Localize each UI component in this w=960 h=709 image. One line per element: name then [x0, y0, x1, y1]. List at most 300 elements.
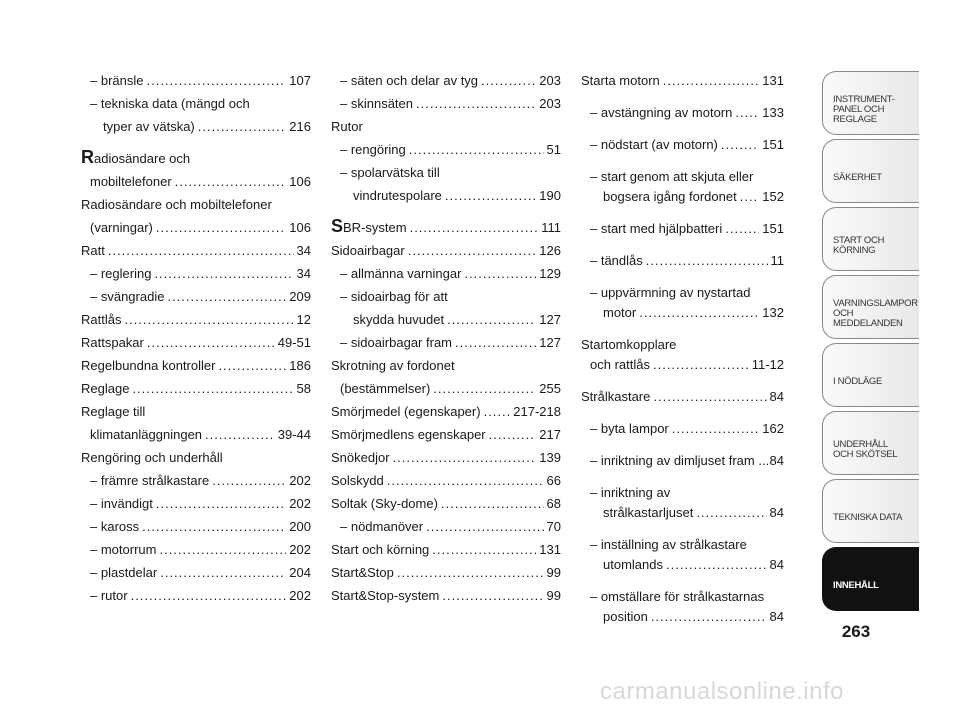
index-entry-text: – inriktning av dimljuset fram ...: [590, 453, 770, 468]
page-ref: 255: [539, 381, 561, 396]
index-entry: [331, 333, 561, 353]
index-entry-label: [331, 356, 455, 376]
index-entry: [331, 117, 561, 137]
leader-dots: [416, 94, 536, 114]
index-entry-text: Smörjmedel (egenskaper): [331, 404, 481, 419]
page-ref: 131: [762, 73, 784, 88]
page-ref: 111: [541, 220, 561, 235]
leader-dots: [445, 186, 536, 206]
page-ref: 204: [289, 565, 311, 580]
index-entry: [581, 167, 784, 187]
page-ref: 49-51: [277, 335, 311, 350]
chapter-tab[interactable]: [822, 343, 919, 407]
page-ref: 99: [546, 588, 561, 603]
index-entry-label: [90, 494, 153, 514]
index-entry-continuation: [581, 607, 784, 627]
index-entry-text: – motorrum: [90, 542, 157, 557]
index-entry: [81, 71, 311, 91]
index-entry: [81, 94, 311, 114]
leader-dots: [484, 402, 511, 422]
page-ref: 202: [289, 496, 311, 511]
index-entry-text: Reglage till: [81, 404, 146, 419]
index-entry: [581, 387, 784, 407]
page-ref: 162: [762, 421, 784, 436]
index-entry-label: [90, 517, 139, 537]
index-entry-text: – nödmanöver: [340, 519, 424, 534]
index-entry-text: bogsera igång fordonet: [603, 189, 737, 204]
index-entry-label: [81, 147, 190, 169]
chapter-tab-label: VARNINGSLAMPOR OCH MEDDELANDEN: [833, 298, 918, 329]
index-entry-label: [331, 563, 394, 583]
index-entry-text: Skrotning av fordonet: [331, 358, 455, 373]
section-letter: R: [81, 147, 94, 167]
index-entry-label: [590, 419, 669, 439]
index-entry-continuation: [81, 172, 311, 192]
leader-dots: [639, 303, 759, 323]
leader-dots: [124, 310, 293, 330]
page-ref: 152: [762, 189, 784, 204]
leader-dots: [132, 379, 293, 399]
page-ref: 66: [546, 473, 561, 488]
page-ref: 186: [289, 358, 311, 373]
index-entry-label: [331, 402, 481, 422]
page-ref: 217-218: [513, 404, 561, 419]
index-entry-text: Rattspakar: [81, 335, 144, 350]
index-entry-label: [81, 448, 223, 468]
index-entry-text: – inriktning av: [590, 485, 671, 500]
index-entry-text: – sidoairbag för att: [340, 289, 448, 304]
index-entry: [81, 402, 311, 422]
index-entry-text: Snökedjor: [331, 450, 390, 465]
chapter-tab[interactable]: [822, 275, 919, 339]
index-entry: [581, 219, 784, 239]
index-entry: [581, 71, 784, 91]
page-ref: 11: [770, 253, 784, 268]
index-entry-text: och rattlås: [590, 357, 650, 372]
index-entry-text: – bränsle: [90, 73, 144, 88]
leader-dots: [666, 555, 767, 575]
index-entry-label: [90, 287, 164, 307]
index-entry-label: [590, 103, 732, 123]
index-entry-label: [331, 586, 439, 606]
page-ref: 139: [539, 450, 561, 465]
index-entry: [81, 264, 311, 284]
leader-dots: [663, 71, 760, 91]
index-entry-continuation: [581, 187, 784, 207]
index-entry: [81, 241, 311, 261]
index-entry-text: – inställning av strålkastare: [590, 537, 747, 552]
index-entry-text: – avstängning av motorn: [590, 105, 733, 120]
index-entry-text: (varningar): [90, 220, 153, 235]
page-ref: 84: [769, 557, 784, 572]
index-entry-label: [340, 94, 413, 114]
index-entry-continuation: [581, 303, 784, 323]
page-ref: 34: [296, 243, 311, 258]
page-ref: 203: [539, 73, 561, 88]
index-entry-label: [581, 335, 676, 355]
index-entry-text: Starta motorn: [581, 73, 660, 88]
page-ref: 202: [289, 473, 311, 488]
index-entry-text: skydda huvudet: [353, 312, 445, 327]
index-entry: [81, 310, 311, 330]
index-entry-text: – tändlås: [590, 253, 643, 268]
index-entry-label: [81, 402, 145, 422]
index-entry-label: [590, 451, 769, 471]
page-ref: 209: [289, 289, 311, 304]
chapter-tab-label: START OCH KÖRNING: [833, 235, 885, 256]
index-entry-text: strålkastarljuset: [603, 505, 694, 520]
index-entry-continuation: [581, 555, 784, 575]
page-ref: 151: [762, 221, 784, 236]
chapter-tab-label: INSTRUMENT- PANEL OCH REGLAGE: [833, 94, 895, 125]
leader-dots: [481, 71, 536, 91]
chapter-tab[interactable]: [822, 139, 919, 203]
index-entry-text: typer av vätska): [103, 119, 195, 134]
page-ref: 84: [769, 505, 784, 520]
leader-dots: [175, 172, 287, 192]
index-entry: [81, 540, 311, 560]
leader-dots: [131, 586, 287, 606]
index-entry-text: Reglage: [81, 381, 130, 396]
leader-dots: [218, 356, 286, 376]
index-entry: [331, 586, 561, 606]
index-entry-continuation: [581, 503, 784, 523]
index-entry: [81, 379, 311, 399]
index-entry: [581, 483, 784, 503]
index-entry-continuation: [331, 310, 561, 330]
page-ref: 12: [296, 312, 311, 327]
page-ref: 84: [769, 453, 784, 468]
index-entry: [581, 283, 784, 303]
index-entry-label: [90, 264, 151, 284]
index-entry: [331, 402, 561, 422]
index-entry-label: [340, 140, 406, 160]
index-entry-label: [590, 535, 747, 555]
leader-dots: [442, 586, 543, 606]
index-entry-text: – nödstart (av motorn): [590, 137, 718, 152]
index-entry-text: – skinnsäten: [340, 96, 413, 111]
index-entry-text: position: [603, 609, 648, 624]
index-entry-label: [590, 587, 764, 607]
index-entry-label: [331, 448, 390, 468]
index-entry-label: [81, 379, 129, 399]
index-entry: [331, 163, 561, 183]
index-entry-label: [81, 333, 144, 353]
index-entry: [81, 586, 311, 606]
index-entry: [331, 448, 561, 468]
leader-dots: [740, 187, 760, 207]
leader-dots: [156, 494, 286, 514]
page-ref: 151: [762, 137, 784, 152]
index-entry-text: Soltak (Sky-dome): [331, 496, 438, 511]
chapter-tab[interactable]: [822, 207, 919, 271]
index-entry-label: [81, 310, 121, 330]
leader-dots: [408, 241, 537, 261]
page-ref: 99: [546, 565, 561, 580]
leader-dots: [156, 218, 286, 238]
index-entry: [331, 287, 561, 307]
index-entry-text: – kaross: [90, 519, 140, 534]
index-entry-label: [90, 586, 128, 606]
index-entry-label: [331, 494, 438, 514]
index-entry-label: [81, 195, 272, 215]
index-entry: [81, 517, 311, 537]
watermark: carmanualsonline.info: [600, 678, 844, 705]
leader-dots: [142, 517, 286, 537]
index-entry-text: Start&Stop-system: [331, 588, 440, 603]
index-entry-text: Regelbundna kontroller: [81, 358, 216, 373]
page-ref: 34: [296, 266, 311, 281]
leader-dots: [646, 251, 768, 271]
leader-dots: [432, 540, 536, 560]
index-entry-label: [90, 563, 157, 583]
index-entry-label: [340, 333, 452, 353]
index-entry-label: [590, 483, 670, 503]
leader-dots: [672, 419, 760, 439]
index-entry-text: – start med hjälpbatteri: [590, 221, 723, 236]
index-entry: [331, 216, 561, 238]
index-column-1: [81, 71, 311, 609]
page-ref: 216: [289, 119, 311, 134]
section-letter: S: [331, 216, 344, 236]
chapter-tab-label: TEKNISKA DATA: [833, 512, 903, 523]
index-entry-text: – invändigt: [90, 496, 153, 511]
leader-dots: [653, 355, 749, 375]
index-entry-label: [331, 241, 405, 261]
index-entry: [81, 471, 311, 491]
index-entry-label: [340, 71, 478, 91]
index-entry: [331, 494, 561, 514]
index-entry-text: Sidoairbagar: [331, 243, 405, 258]
index-entry-text: – säten och delar av tyg: [340, 73, 479, 88]
leader-dots: [147, 333, 275, 353]
index-entry-text: vindrutespolare: [353, 188, 442, 203]
index-entry-text: Ratt: [81, 243, 105, 258]
index-entry-text: – främre strålkastare: [90, 473, 210, 488]
index-entry: [331, 563, 561, 583]
index-entry-text: utomlands: [603, 557, 663, 572]
page-ref: 203: [539, 96, 561, 111]
page-ref: 202: [289, 542, 311, 557]
index-entry: [581, 419, 784, 439]
index-entry-label: [581, 71, 660, 91]
index-entry-label: [340, 517, 423, 537]
page-ref: 190: [539, 188, 561, 203]
index-entry-text: – tekniska data (mängd och: [90, 96, 250, 111]
page-ref: 106: [289, 220, 311, 235]
index-entry-label: [340, 287, 448, 307]
index-entry-text: – spolarvätska till: [340, 165, 440, 180]
chapter-tab[interactable]: [822, 411, 919, 475]
index-entry-text: Start och körning: [331, 542, 430, 557]
index-entry-label: [331, 471, 384, 491]
page-ref: 84: [769, 609, 784, 624]
chapter-tab-label: INNEHÅLL: [833, 580, 879, 591]
leader-dots: [167, 287, 286, 307]
leader-dots: [160, 563, 286, 583]
leader-dots: [397, 563, 544, 583]
index-entry-continuation: [331, 379, 561, 399]
index-entry-text: – reglering: [90, 266, 152, 281]
chapter-tab-label: UNDERHÅLL OCH SKÖTSEL: [833, 439, 898, 460]
index-entry-text: Startomkopplare: [581, 337, 677, 352]
leader-dots: [409, 140, 544, 160]
index-entry-text: – rutor: [90, 588, 128, 603]
page-ref: 107: [289, 73, 311, 88]
index-entry-text: (bestämmelser): [340, 381, 431, 396]
leader-dots: [721, 135, 759, 155]
index-entry: [81, 494, 311, 514]
index-entry-label: [590, 219, 722, 239]
index-entry-text: BR-system: [343, 220, 407, 235]
index-entry: [581, 135, 784, 155]
index-entry-text: mobiltelefoner: [90, 174, 172, 189]
index-entry-text: Radiosändare och mobiltelefoner: [81, 197, 272, 212]
index-entry: [81, 448, 311, 468]
leader-dots: [205, 425, 275, 445]
index-entry: [331, 356, 561, 376]
page-ref: 68: [546, 496, 561, 511]
index-entry-text: – uppvärmning av nystartad: [590, 285, 751, 300]
index-entry: [581, 451, 784, 471]
index-entry-text: Rutor: [331, 119, 363, 134]
leader-dots: [154, 264, 293, 284]
index-entry: [331, 540, 561, 560]
leader-dots: [198, 117, 287, 137]
index-entry: [331, 241, 561, 261]
leader-dots: [651, 607, 767, 627]
leader-dots: [108, 241, 294, 261]
index-entry: [81, 287, 311, 307]
chapter-tabs: [822, 71, 919, 615]
index-entry-label: [590, 251, 643, 271]
index-entry-label: [81, 356, 215, 376]
leader-dots: [455, 333, 536, 353]
index-entry-label: [331, 540, 429, 560]
index-entry-label: [331, 117, 363, 137]
index-entry: [581, 251, 784, 271]
leader-dots: [464, 264, 536, 284]
index-column-3: [581, 71, 784, 639]
index-entry: [81, 195, 311, 215]
page-ref: 200: [289, 519, 311, 534]
leader-dots: [489, 425, 537, 445]
index-entry: [331, 517, 561, 537]
index-entry-label: [590, 283, 750, 303]
chapter-tab-label: I NÖDLÄGE: [833, 376, 883, 387]
leader-dots: [387, 471, 544, 491]
page-ref: 58: [296, 381, 311, 396]
chapter-tab[interactable]: [822, 71, 919, 135]
index-entry: [331, 425, 561, 445]
page-ref: 127: [539, 335, 561, 350]
index-entry-label: [340, 264, 461, 284]
page-ref: 202: [289, 588, 311, 603]
index-entry-text: adiosändare och: [94, 151, 191, 166]
index-entry: [331, 264, 561, 284]
index-entry-text: motor: [603, 305, 637, 320]
page-ref: 126: [539, 243, 561, 258]
leader-dots: [212, 471, 286, 491]
leader-dots: [146, 71, 286, 91]
page-ref: 217: [539, 427, 561, 442]
page-ref: 70: [546, 519, 561, 534]
leader-dots: [696, 503, 766, 523]
index-entry-continuation: [81, 425, 311, 445]
page-ref: 11-12: [751, 357, 784, 372]
index-entry-label: [331, 216, 407, 238]
index-entry-text: – start genom att skjuta eller: [590, 169, 754, 184]
index-entry-text: – omställare för strålkastarnas: [590, 589, 765, 604]
page-ref: 131: [539, 542, 561, 557]
index-entry-label: [81, 241, 105, 261]
leader-dots: [393, 448, 537, 468]
index-entry: [81, 563, 311, 583]
leader-dots: [410, 218, 539, 238]
index-entry-text: – svängradie: [90, 289, 165, 304]
index-entry-text: – byta lampor: [590, 421, 669, 436]
index-entry: [81, 333, 311, 353]
index-entry-label: [90, 471, 209, 491]
page-ref: 39-44: [277, 427, 311, 442]
index-entry: [581, 103, 784, 123]
index-entry-text: – sidoairbagar fram: [340, 335, 452, 350]
index-entry-text: klimatanläggningen: [90, 427, 203, 442]
chapter-tab-label: SÄKERHET: [833, 172, 882, 183]
index-entry-text: Start&Stop: [331, 565, 394, 580]
leader-dots: [447, 310, 536, 330]
index-entry-label: [90, 540, 156, 560]
index-entry-label: [581, 387, 650, 407]
chapter-tab[interactable]: [822, 547, 919, 611]
leader-dots: [725, 219, 759, 239]
page-number: 263: [841, 622, 871, 641]
index-entry-continuation: [81, 218, 311, 238]
leader-dots: [433, 379, 536, 399]
index-entry: [331, 71, 561, 91]
index-entry: [581, 335, 784, 355]
leader-dots: [441, 494, 544, 514]
page-ref: 127: [539, 312, 561, 327]
index-entry-text: – rengöring: [340, 142, 406, 157]
leader-dots: [159, 540, 286, 560]
index-entry-text: Solskydd: [331, 473, 384, 488]
index-entry-text: Rattlås: [81, 312, 122, 327]
index-entry-label: [590, 167, 753, 187]
index-entry-label: [90, 71, 143, 91]
index-entry-label: [90, 94, 250, 114]
index-entry: [331, 140, 561, 160]
index-entry: [331, 471, 561, 491]
leader-dots: [653, 387, 766, 407]
index-column-2: [331, 71, 561, 609]
index-entry-text: Smörjmedlens egenskaper: [331, 427, 486, 442]
index-entry-label: [340, 163, 440, 183]
index-entry-continuation: [81, 117, 311, 137]
index-entry-text: – allmänna varningar: [340, 266, 462, 281]
index-entry-label: [331, 425, 486, 445]
index-entry: [581, 535, 784, 555]
index-entry-continuation: [581, 355, 784, 375]
page-ref: 132: [762, 305, 784, 320]
page-ref: 133: [762, 105, 784, 120]
chapter-tab[interactable]: [822, 479, 919, 543]
index-entry: [81, 147, 311, 169]
index-entry: [331, 94, 561, 114]
index-entry-text: Rengöring och underhåll: [81, 450, 223, 465]
leader-dots: [426, 517, 543, 537]
index-entry-text: Strålkastare: [581, 389, 651, 404]
